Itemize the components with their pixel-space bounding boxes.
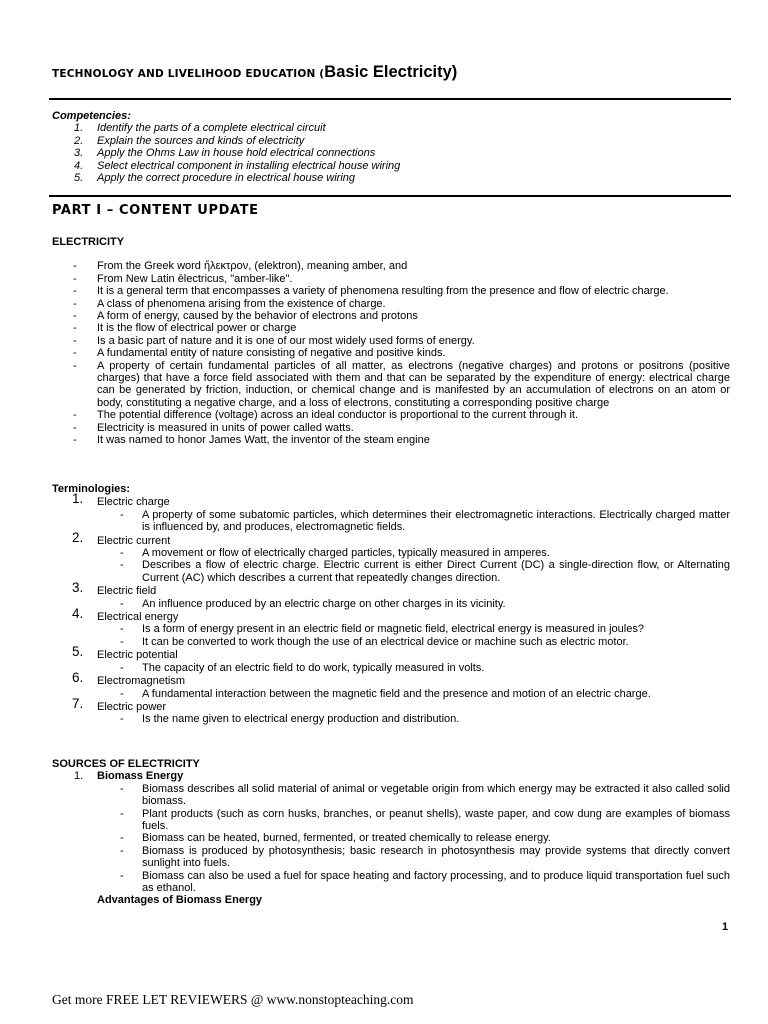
list-item: - It is the flow of electrical power or charge: [52, 322, 730, 334]
detail-item: - Biomass can be heated, burned, fermented, or treated chemically to release energy.: [97, 832, 730, 844]
source-details: [97, 783, 730, 895]
terminologies-list: [52, 491, 730, 726]
term-definitions: [97, 547, 730, 584]
term-number: 6.: [72, 670, 84, 686]
item-number: 3.: [74, 147, 84, 160]
document-title: [52, 63, 458, 81]
competencies-section: [52, 110, 400, 184]
detail-item: - Biomass describes all solid material of animal or vegetable origin from which energy may be extracted it also called solid biomass.: [97, 783, 730, 808]
list-item: - Is a basic part of nature and it is one of our most widely used forms of energy.: [52, 335, 730, 347]
term-definitions: [97, 688, 730, 700]
list-item: [52, 172, 400, 184]
item-text: Apply the Ohms Law in house hold electrical connections: [97, 147, 376, 160]
list-item: - The potential difference (voltage) across an ideal conductor is proportional to the current through it.: [52, 409, 730, 421]
footer-text: Get more FREE LET REVIEWERS @ www.nonstopteaching.com: [52, 992, 414, 1007]
detail-item: - Plant products (such as corn husks, branches, or peanut shells), waste paper, and cow dung are examples of biomass fuels.: [97, 808, 730, 833]
competencies-list: [52, 122, 400, 184]
definition-item: - Is the name given to electrical energy production and distribution.: [97, 713, 730, 725]
list-item: - It is a general term that encompasses a variety of phenomena resulting from the presence and flow of electric charge.: [52, 285, 730, 297]
electricity-list: [52, 260, 730, 446]
source-number: 1.: [74, 770, 84, 783]
sources-heading: SOURCES OF ELECTRICITY: [52, 758, 200, 770]
term-number: 4.: [72, 606, 84, 622]
item-number: 2.: [74, 134, 84, 147]
list-item: - A class of phenomena arising from the existence of charge.: [52, 298, 730, 310]
term-title: Electric potential: [97, 649, 178, 662]
definition-item: - An influence produced by an electric charge on other charges in its vicinity.: [97, 598, 730, 610]
term-number: 2.: [72, 529, 84, 545]
sources-section: [52, 758, 730, 907]
title-paren: (: [315, 68, 325, 80]
term-item: [52, 644, 730, 674]
source-item: [52, 770, 730, 906]
item-number: 5.: [74, 172, 84, 185]
term-number: 1.: [72, 491, 84, 507]
source-title: Biomass Energy: [97, 770, 184, 783]
terminologies-section: [52, 483, 730, 726]
term-number: 3.: [72, 580, 84, 596]
term-item: [52, 606, 730, 648]
page-number: 1: [722, 921, 729, 933]
definition-item: - The capacity of an electric field to do work, typically measured in volts.: [97, 662, 730, 674]
list-item: [52, 122, 400, 134]
definition-item: - A fundamental interaction between the magnetic field and the presence and motion of an electric charge.: [97, 688, 730, 700]
electricity-heading: ELECTRICITY: [52, 236, 125, 248]
competencies-heading: Competencies:: [52, 110, 131, 122]
item-text: Identify the parts of a complete electrical circuit: [97, 122, 326, 135]
term-item: [52, 491, 730, 534]
term-title: Electric charge: [97, 496, 170, 509]
list-item: [52, 147, 400, 159]
title-subject: TECHNOLOGY AND LIVELIHOOD EDUCATION: [52, 68, 316, 80]
term-number: 7.: [72, 695, 84, 711]
part-title: PART I – CONTENT UPDATE: [52, 203, 259, 218]
item-number: 1.: [74, 122, 84, 135]
term-title: Electric current: [97, 534, 171, 547]
list-item: [52, 160, 400, 172]
definition-item: - It can be converted to work though the use of an electrical device or machine such as electric motor.: [97, 636, 730, 648]
detail-item: - Biomass can also be used a fuel for space heating and factory processing, and to produce liquid transportation fuel such as ethanol.: [97, 870, 730, 895]
term-definitions: [97, 509, 730, 534]
list-item: [52, 135, 400, 147]
term-item: [52, 529, 730, 585]
detail-item: - Biomass is produced by photosynthesis; basic research in photosynthesis may provide systems that directly convert sunlight into fuels.: [97, 845, 730, 870]
term-item: [52, 670, 730, 700]
term-definitions: [97, 598, 730, 610]
term-definitions: [97, 662, 730, 674]
definition-item: - Describes a flow of electric charge. Electric current is either Direct Current (DC) a single-direction flow, or Alternating Current (AC) which describes a current that repeatedly changes direction.: [97, 559, 730, 584]
term-title: Electromagnetism: [97, 675, 186, 688]
definition-item: - A movement or flow of electrically charged particles, typically measured in amperes.: [97, 547, 730, 559]
term-title: Electric field: [97, 585, 157, 598]
term-number: 5.: [72, 644, 84, 660]
item-text: Explain the sources and kinds of electricity: [97, 134, 305, 147]
term-item: [52, 695, 730, 726]
term-definitions: [97, 623, 730, 648]
list-item: - A form of energy, caused by the behavior of electrons and protons: [52, 310, 730, 322]
top-rule: [49, 98, 731, 100]
advantages-heading: Advantages of Biomass Energy: [97, 894, 263, 907]
term-item: [52, 580, 730, 610]
list-item: - From the Greek word ἤλεκτρον, (elektron), meaning amber, and: [52, 260, 730, 272]
sources-list: [52, 770, 730, 906]
term-title: Electrical energy: [97, 611, 179, 624]
item-text: Select electrical component in installing electrical house wiring: [97, 159, 401, 172]
list-item: - Electricity is measured in units of power called watts.: [52, 422, 730, 434]
list-item: - From New Latin ēlectricus, "amber-like".: [52, 273, 730, 285]
section-rule: [49, 195, 731, 197]
term-title: Electric power: [97, 700, 167, 713]
definition-item: - A property of some subatomic particles, which determines their electromagnetic interactions. Electrically charged matter is influenced by, and produces, electromagnetic fields.: [97, 509, 730, 534]
term-definitions: [97, 713, 730, 725]
terminologies-heading: Terminologies:: [52, 483, 131, 495]
list-item: - A fundamental entity of nature consisting of negative and positive kinds.: [52, 347, 730, 359]
electricity-section: [52, 236, 730, 447]
item-number: 4.: [74, 159, 84, 172]
definition-item: - Is a form of energy present in an electric field or magnetic field, electrical energy is measured in joules?: [97, 623, 730, 635]
title-topic: Basic Electricity): [324, 63, 458, 81]
list-item: - A property of certain fundamental particles of all matter, as electrons (negative charges) and protons or positrons (positive charges) that have a force field associated with them and that can be separated by the expenditure of energy: electrical charge can be generated by friction, induction, or chemical change and is manifested by an accumulation of electrons on an atom or body, constituting a negative charge, and a loss of electrons, constituting a corresponding positive charge: [52, 360, 730, 410]
list-item: - It was named to honor James Watt, the inventor of the steam engine: [52, 434, 730, 446]
item-text: Apply the correct procedure in electrical house wiring: [97, 172, 356, 185]
